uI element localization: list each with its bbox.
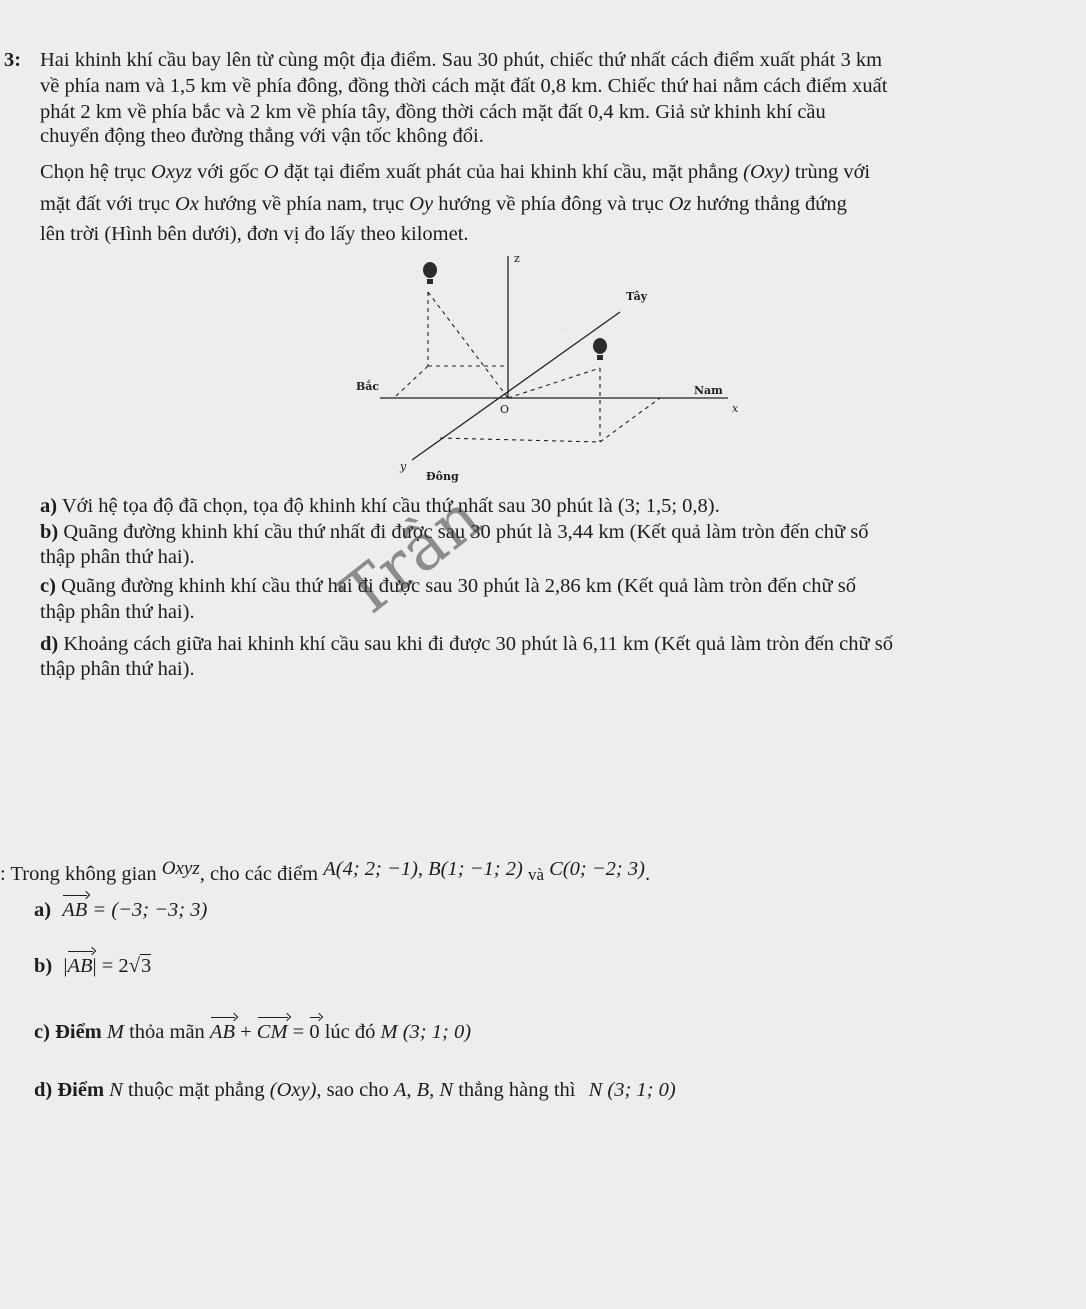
q4-c-point: M (3; 1; 0) <box>380 1021 472 1043</box>
q4-option-a <box>34 898 207 923</box>
q4-b-label: b) <box>34 955 53 977</box>
q3-option-d <box>40 632 893 657</box>
q4-and: và <box>527 865 544 884</box>
q4-a-label: a) <box>34 899 52 921</box>
q4-point-c: C(0; −2; 3) <box>549 858 645 880</box>
vector-cm: CM <box>256 1021 288 1043</box>
q4-c-text: lúc đó <box>324 1021 376 1043</box>
balloon-1 <box>423 262 437 284</box>
q3-oxyz: Oxyz <box>151 161 193 183</box>
q4-c-label: c) <box>34 1021 50 1043</box>
q3-sys-text: hướng thẳng đứng <box>696 193 847 215</box>
q4-a-value: = (−3; −3; 3) <box>92 899 208 921</box>
q4-d-points: A, B, N <box>393 1079 454 1101</box>
handwritten-watermark: Trần <box>328 480 496 634</box>
label-x: x <box>732 402 739 415</box>
equals-sign: = <box>292 1021 305 1043</box>
q4-c-text: Điểm <box>55 1021 102 1043</box>
q3-axis-oz: Oz <box>668 193 692 215</box>
q3-origin-o: O <box>263 161 279 183</box>
q4-d-text: Điểm <box>57 1079 105 1101</box>
zero-vector: 0 <box>309 1021 320 1043</box>
label-tay: Tây <box>626 290 648 303</box>
q3-sys-text: đặt tại điểm xuất phát của hai khinh khí cầu, mặt phẳng <box>283 161 739 183</box>
q3-a-text: Với hệ tọa độ đã chọn, tọa độ khinh khí cầu thứ nhất sau 30 phút là (3; 1,5; 0,8). <box>61 495 720 517</box>
label-z: z <box>514 252 520 265</box>
q4-d-n: N <box>109 1079 123 1101</box>
q3-d-text: Khoảng cách giữa hai khinh khí cầu sau khi đi được 30 phút là 6,11 km (Kết quả làm tròn đến chữ số <box>63 633 893 655</box>
label-dong: Đông <box>426 470 459 483</box>
q3-c-label: c) <box>40 575 56 597</box>
q4-d-point: N (3; 1; 0) <box>588 1079 676 1101</box>
q3-system-line-2 <box>40 192 847 217</box>
sqrt-sign: √ <box>128 955 140 977</box>
label-nam: Nam <box>694 384 723 397</box>
q3-plane-oxy: (Oxy) <box>743 161 790 183</box>
q3-intro-line-2: về phía nam và 1,5 km về phía đông, đồng thời cách mặt đất 0,8 km. Chiếc thứ hai nằm cách điểm xuất <box>40 75 888 97</box>
q3-a-label: a) <box>40 495 58 517</box>
q4-space: Oxyz <box>161 858 200 879</box>
q3-intro-text-1: Hai khinh khí cầu bay lên từ cùng một địa điểm. Sau 30 phút, chiếc thứ nhất cách điểm xuất phát 3 km <box>40 49 883 71</box>
projection-lines <box>396 292 660 442</box>
label-o: O <box>500 403 510 416</box>
q3-sys-text: hướng về phía nam, trục <box>203 193 405 215</box>
label-bac: Bắc <box>356 380 380 393</box>
q3-axis-ox: Ox <box>174 193 199 215</box>
abs-open: | <box>63 955 68 977</box>
q3-b-text: Quãng đường khinh khí cầu thứ nhất đi được sau 30 phút là 3,44 km (Kết quả làm tròn đến chữ số <box>63 521 869 543</box>
q3-option-c <box>40 574 856 599</box>
q3-sys-text: với gốc <box>197 161 259 183</box>
q3-option-c-cont: thập phân thứ hai). <box>40 601 195 623</box>
q3-sys-text: mặt đất với trục <box>40 193 170 215</box>
q4-option-b <box>34 954 151 979</box>
q4-d-text: thẳng hàng thì <box>458 1079 576 1101</box>
q3-intro-line-4: chuyển động theo đường thẳng với vận tốc không đổi. <box>40 125 484 147</box>
q3-option-a <box>40 494 720 519</box>
q4-mid: , cho các điểm <box>199 863 319 885</box>
q3-number: 3: <box>4 49 22 71</box>
q4-option-c <box>34 1020 471 1045</box>
q3-axis-oy: Oy <box>409 193 434 215</box>
balloon-2 <box>593 338 607 360</box>
sqrt-radicand: 3 <box>140 955 152 977</box>
vector-ab: AB <box>209 1021 235 1043</box>
q3-sys-text: trùng với <box>794 161 871 183</box>
q3-option-d-cont: thập phân thứ hai). <box>40 658 195 680</box>
q3-sys-text: Chọn hệ trục <box>40 161 146 183</box>
q4-d-text: , sao cho <box>316 1079 389 1101</box>
q3-option-b-cont: thập phân thứ hai). <box>40 546 195 568</box>
q4-points-ab: A(4; 2; −1), B(1; −1; 2) <box>323 858 523 880</box>
vector-ab: AB <box>67 955 93 977</box>
abs-close: | = 2 <box>92 955 129 977</box>
q4-end: . <box>644 863 651 885</box>
q4-intro <box>0 858 651 887</box>
label-y: y <box>400 460 407 473</box>
balloon-coordinate-figure <box>340 248 760 488</box>
q4-d-text: thuộc mặt phẳng <box>127 1079 265 1101</box>
q4-option-d <box>34 1078 676 1103</box>
q3-d-label: d) <box>40 633 59 655</box>
q3-system-line-1 <box>40 160 870 185</box>
q4-c-text: thỏa mãn <box>129 1021 205 1043</box>
q3-intro-line-3: phát 2 km về phía bắc và 2 km về phía tây, đồng thời cách mặt đất 0,4 km. Giả sử khinh khí cầu <box>40 101 826 123</box>
q4-d-label: d) <box>34 1079 53 1101</box>
q3-b-label: b) <box>40 521 59 543</box>
plus-sign: + <box>240 1021 252 1043</box>
q3-system-line-3: lên trời (Hình bên dưới), đơn vị đo lấy theo kilomet. <box>40 223 469 245</box>
q3-sys-text: hướng về phía đông và trục <box>438 193 664 215</box>
q4-lead: : Trong không gian <box>0 863 157 885</box>
q3-c-text: Quãng đường khinh khí cầu thứ hai đi được sau 30 phút là 2,86 km (Kết quả làm tròn đến chữ số <box>61 575 856 597</box>
bleed-through-text: ~ <box>560 322 569 339</box>
q4-c-m: M <box>106 1021 124 1043</box>
vector-ab: AB <box>62 899 88 921</box>
q4-d-plane: (Oxy) <box>269 1079 317 1101</box>
